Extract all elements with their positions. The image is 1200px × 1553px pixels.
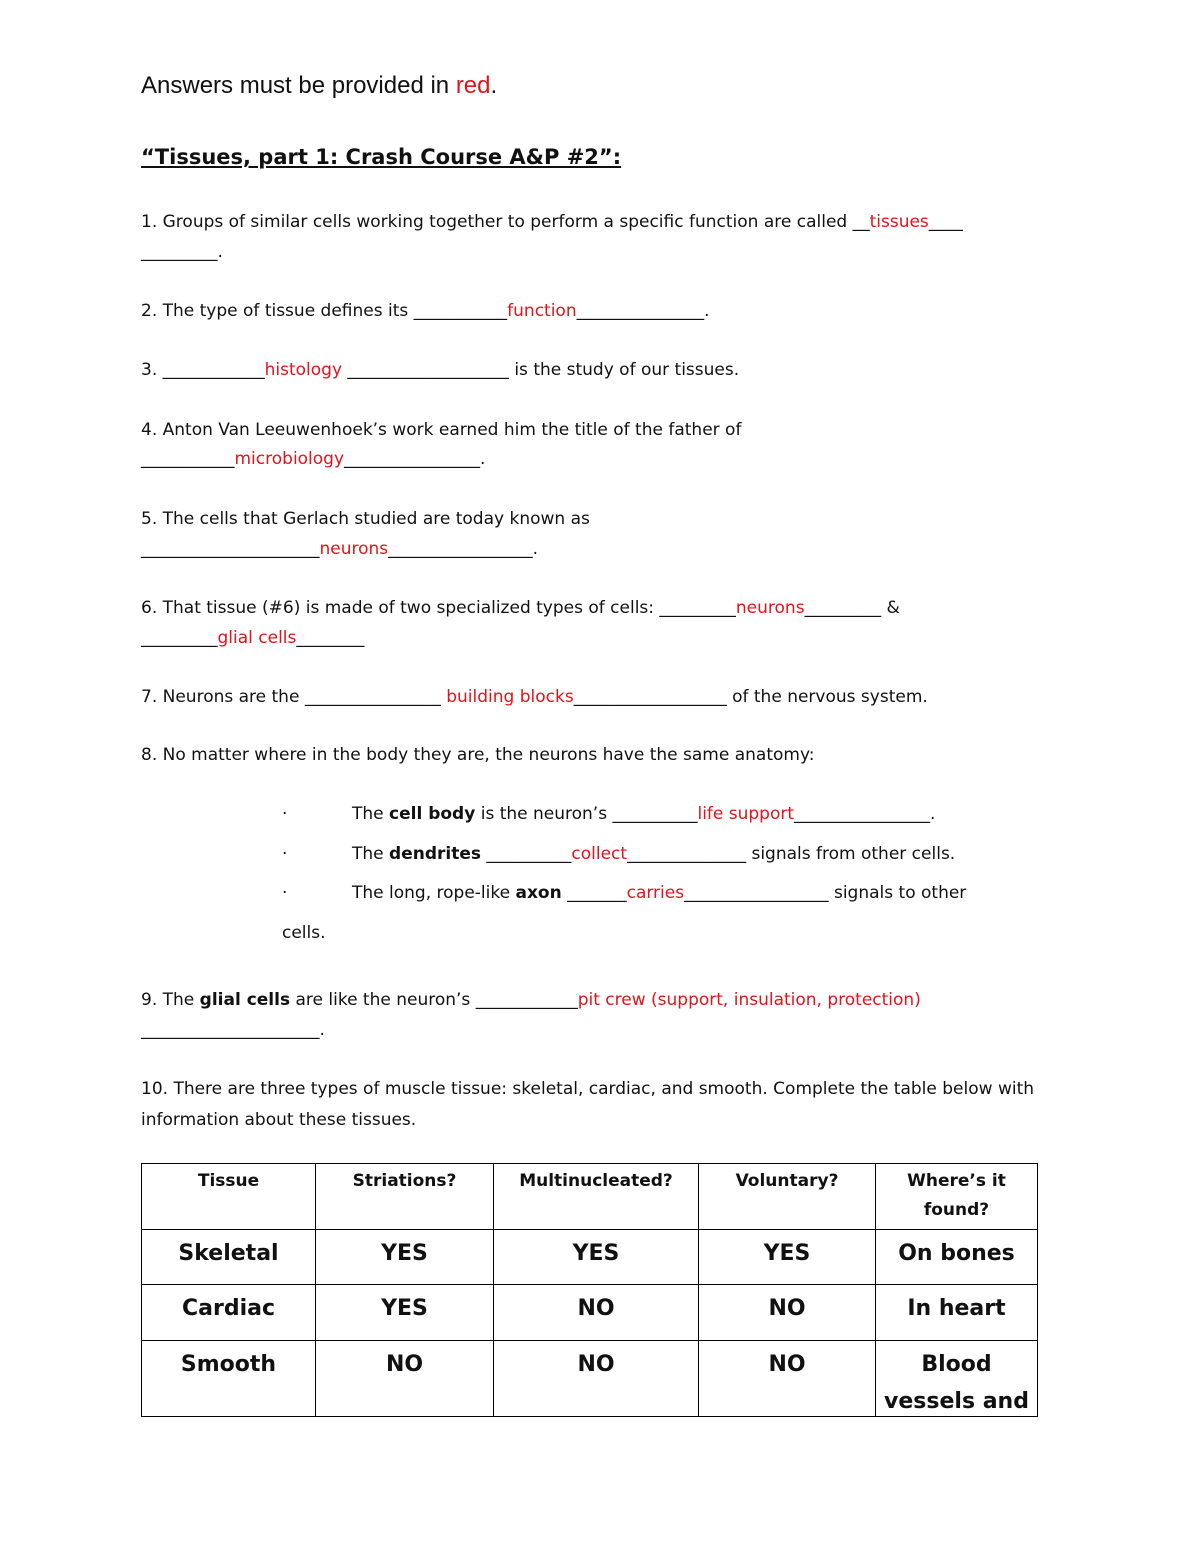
cell-multinucleated: YES: [494, 1230, 699, 1285]
bullet-mark: ·: [282, 804, 288, 824]
cell-voluntary: NO: [699, 1285, 876, 1341]
question-5: 5. The cells that Gerlach studied are today known as: [141, 509, 590, 529]
bullet-answer: life support: [697, 804, 795, 824]
table-header-row: [142, 1164, 1038, 1230]
q2-answer: function: [507, 301, 577, 321]
q9-answer: pit crew (support, insulation, protection): [577, 990, 921, 1010]
question-1: [141, 210, 963, 234]
bullet-answer: collect: [571, 844, 628, 864]
question-3: [141, 358, 739, 382]
table-row: [142, 1230, 1038, 1285]
bullet-mark: ·: [282, 883, 288, 903]
cell-striations: NO: [316, 1341, 494, 1417]
q6-blank-post: ________: [296, 628, 365, 648]
q5-blank-post: _________________.: [388, 539, 539, 559]
bullet-term: dendrites: [389, 844, 481, 864]
q8-bullet-axon: [352, 881, 966, 905]
q7-text: 7. Neurons are the ________________: [141, 687, 447, 707]
q2-blank: _______________.: [576, 301, 710, 321]
bullet-text-mid: _______: [561, 883, 627, 903]
q1-answer: tissues: [869, 212, 929, 232]
header-suffix: .: [490, 72, 498, 99]
q3-rest: ___________________ is the study of our tissues.: [342, 360, 740, 380]
q5-answer: neurons: [319, 539, 389, 559]
q6-second-line: [141, 626, 364, 650]
q9-text: 9. The: [141, 990, 200, 1010]
header-location: Where’s it found?: [876, 1164, 1038, 1230]
bullet-answer: carries: [626, 883, 685, 903]
q4-answer-line: [141, 447, 485, 471]
instructions-header: [141, 72, 497, 100]
q8-bullet-dendrites: [352, 842, 955, 866]
q1-continuation: _________.: [141, 242, 223, 262]
cell-location: [876, 1341, 1038, 1417]
q9-term: glial cells: [199, 990, 291, 1010]
q1-blank: ____: [928, 212, 963, 232]
q8-bullet-cell-body: [352, 802, 935, 826]
cell-tissue: Cardiac: [142, 1285, 316, 1341]
header-striations: Striations?: [316, 1164, 494, 1230]
bullet-text-pre: The: [352, 804, 390, 824]
cell-striations: YES: [316, 1230, 494, 1285]
cell-tissue: Smooth: [142, 1341, 316, 1417]
q6-answer-1: neurons: [735, 598, 805, 618]
bullet-text-pre: The long, rope-like: [352, 883, 516, 903]
question-9: [141, 988, 921, 1012]
q4-blank-pre: ___________: [141, 449, 235, 469]
header-tissue: Tissue: [142, 1164, 316, 1230]
q6-answer-2: glial cells: [217, 628, 297, 648]
header-prefix: Answers must be provided in: [141, 72, 456, 99]
q3-answer: histology: [264, 360, 343, 380]
q9-mid: are like the neuron’s ____________: [290, 990, 578, 1010]
question-7: [141, 685, 928, 709]
header-voluntary: Voluntary?: [699, 1164, 876, 1230]
question-2: [141, 299, 710, 323]
question-4: 4. Anton Van Leeuwenhoek’s work earned him the title of the father of: [141, 420, 742, 440]
cell-multinucleated: NO: [494, 1285, 699, 1341]
q1-text: 1. Groups of similar cells working together to perform a specific function are called __: [141, 212, 870, 232]
bullet-text-post: ________________.: [794, 804, 936, 824]
question-10: 10. There are three types of muscle tissue: skeletal, cardiac, and smooth. Complete the table below with: [141, 1079, 1035, 1099]
bullet-text-pre: The: [352, 844, 390, 864]
q9-continuation: _____________________.: [141, 1020, 325, 1040]
q5-blank-pre: _____________________: [141, 539, 320, 559]
table-row: [142, 1341, 1038, 1417]
bullet-text-post: ______________ signals from other cells.: [627, 844, 956, 864]
q4-answer: microbiology: [234, 449, 345, 469]
header-multinucleated: Multinucleated?: [494, 1164, 699, 1230]
question-6: [141, 596, 900, 620]
cell-tissue: Skeletal: [142, 1230, 316, 1285]
cell-location: In heart: [876, 1285, 1038, 1341]
bullet-mark: ·: [282, 844, 288, 864]
worksheet-title: “Tissues, part 1: Crash Course A&P #2”:: [141, 145, 622, 169]
q3-text: 3. ____________: [141, 360, 265, 380]
bullet-text-mid: __________: [481, 844, 572, 864]
cell-striations: YES: [316, 1285, 494, 1341]
q4-blank-post: ________________.: [344, 449, 486, 469]
q6-text: 6. That tissue (#6) is made of two specialized types of cells: _________: [141, 598, 736, 618]
bullet-text-mid: is the neuron’s __________: [475, 804, 698, 824]
header-red-word: red: [455, 72, 491, 99]
cell-voluntary: YES: [699, 1230, 876, 1285]
question-8: 8. No matter where in the body they are, the neurons have the same anatomy:: [141, 745, 815, 765]
q7-answer: building blocks: [446, 687, 574, 707]
table-row: [142, 1285, 1038, 1341]
q5-answer-line: [141, 537, 538, 561]
q6-blank-pre: _________: [141, 628, 218, 648]
cell-multinucleated: NO: [494, 1341, 699, 1417]
q6-mid: _________ &: [804, 598, 900, 618]
q2-text: 2. The type of tissue defines its ___________: [141, 301, 508, 321]
cell-location: On bones: [876, 1230, 1038, 1285]
bullet-text-post: _________________ signals to other: [684, 883, 967, 903]
bullet-term: axon: [515, 883, 562, 903]
q7-rest: __________________ of the nervous system.: [573, 687, 928, 707]
q10-line-2: information about these tissues.: [141, 1110, 417, 1130]
bullet-term: cell body: [389, 804, 476, 824]
cell-voluntary: NO: [699, 1341, 876, 1417]
muscle-tissue-table: [141, 1163, 1038, 1417]
cell-location-text: Blood vessels and: [884, 1352, 1029, 1414]
q8-continuation: cells.: [282, 923, 326, 943]
